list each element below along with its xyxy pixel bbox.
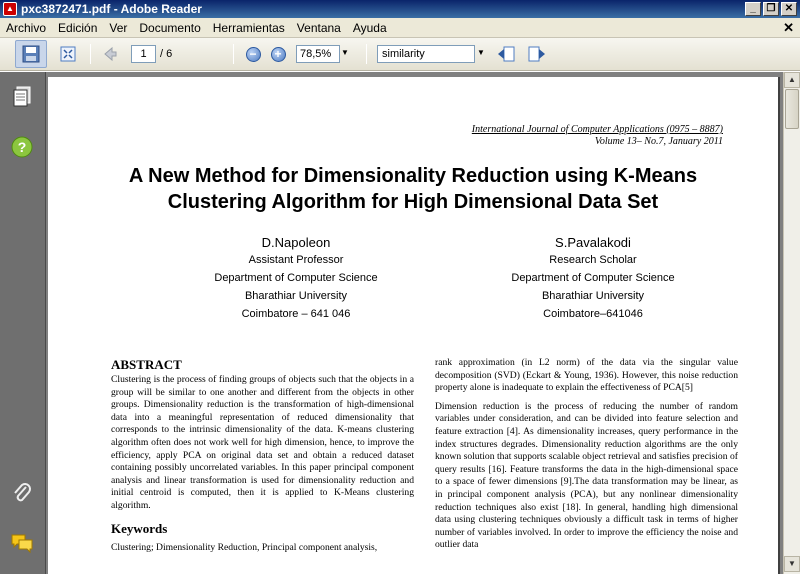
menu-ventana[interactable]: Ventana <box>296 20 341 35</box>
vertical-scrollbar[interactable] <box>783 72 800 574</box>
menu-herramientas[interactable]: Herramientas <box>212 20 285 35</box>
paperclip-icon <box>12 482 32 504</box>
comments-button[interactable] <box>9 530 35 556</box>
author-univ: Bharathiar University <box>541 290 645 302</box>
window-title: pxc3872471.pdf - Adobe Reader <box>21 2 202 16</box>
keywords-heading: Keywords <box>111 520 168 536</box>
maximize-button[interactable]: ❐ <box>763 2 779 16</box>
menu-documento[interactable]: Documento <box>139 20 201 35</box>
left-column <box>111 357 414 560</box>
menu-edicion[interactable]: Edición <box>58 20 98 35</box>
paper-title: A New Method for Dimensionality Reduction using K-Means Clustering Algorithm for High Dimensional Data Set <box>128 165 698 213</box>
author-dept: Department of Computer Science <box>214 272 378 284</box>
fit-page-icon <box>59 45 77 63</box>
comments-icon <box>10 532 34 554</box>
pages-icon <box>12 86 32 108</box>
scrollbar-thumb[interactable] <box>785 89 799 129</box>
minus-icon: − <box>246 47 261 62</box>
arrow-left-icon <box>102 46 118 62</box>
menu-archivo[interactable]: Archivo <box>6 20 47 35</box>
zoom-level-input[interactable]: 78,5% <box>296 45 340 63</box>
body-paragraph: Dimension reduction is the process of reducing the number of random variables under consideration, and can be divided into feature selection and feature extraction [4]. As dimensionality increases, query performance in the index structures degrades. Dimensionality reduction algorithms are the only known solution that supports scalable object retrieval and satisfies precision of query results [16]. Feature transforms the data in the high-dimensional space to a space of fewer dimensions [9].The data transformation may be linear, as in principal component analysis (PCA), but any nonlinear dimensionality reduction techniques also exist [18]. In general, handling high dimensional data using clustering techniques obviously a difficult task in terms of higher number of variables involved. In order to improve the efficiency the noise and outlier data <box>435 400 738 551</box>
author-dept: Department of Computer Science <box>511 272 675 284</box>
svg-text:?: ? <box>17 139 27 155</box>
journal-name: International Journal of Computer Applications (0975 – 8887) <box>471 124 723 135</box>
author-univ: Bharathiar University <box>244 290 348 302</box>
search-input[interactable]: similarity <box>377 45 475 63</box>
page-number-input[interactable]: 1 <box>131 45 156 63</box>
author-name: S.Pavalakodi <box>555 235 631 250</box>
fit-page-button[interactable] <box>56 43 80 65</box>
abstract-heading: ABSTRACT <box>111 357 182 372</box>
scroll-up-icon[interactable]: ▲ <box>784 72 800 88</box>
document-view[interactable] <box>46 72 783 574</box>
scroll-down-icon[interactable]: ▼ <box>784 556 800 572</box>
save-icon <box>21 44 41 64</box>
find-next-button[interactable] <box>526 43 548 65</box>
close-button[interactable]: ✕ <box>781 2 797 16</box>
window-title-bar <box>0 0 800 18</box>
author-city: Coimbatore – 641 046 <box>241 308 351 320</box>
keywords-text: Clustering; Dimensionality Reduction, Principal component analysis, <box>111 541 378 553</box>
plus-icon: + <box>271 47 286 62</box>
journal-volume: Volume 13– No.7, January 2011 <box>594 136 723 147</box>
search-dropdown-chevron-icon[interactable]: ▼ <box>477 48 485 57</box>
toolbar <box>0 38 800 71</box>
document-close-button[interactable]: ✕ <box>783 20 794 35</box>
menu-bar <box>0 18 800 38</box>
abstract-text: Clustering is the process of finding groups of objects such that the objects in a group will be similar to one another and different from the objects in other groups. Dimensionality reduction is the transformation of high-dimensional data into a meaningful representation of reduced dimensionality that corresponds to the intrinsic dimensionality of the data. K-means clustering algorithm often does not work well for high dimension, hence, to improve the efficiency, apply PCA on original data set and obtain a reduced dataset containing possibly uncorrelated variables. In this paper principal component analysis and linear transformation is used for dimensionality reduction and initial centroid is computed, then it is applied to K-Means clustering algorithm. <box>111 374 414 511</box>
pdf-page <box>48 77 780 574</box>
author-role: Research Scholar <box>549 254 637 266</box>
author-role: Assistant Professor <box>248 254 344 266</box>
menu-ayuda[interactable]: Ayuda <box>352 20 387 35</box>
journal-header <box>472 124 723 148</box>
minimize-button[interactable]: _ <box>745 2 761 16</box>
previous-page-button[interactable] <box>99 43 121 65</box>
navigation-panel <box>0 72 46 574</box>
body-paragraph: rank approximation (in L2 norm) of the data via the singular value decomposition (SVD) (Eckart & Young, 1936). However, this noise reduction property alone is inadequate to explain the effectiveness of PCA[5] <box>435 357 738 394</box>
zoom-out-button[interactable] <box>244 43 262 65</box>
zoom-in-button[interactable] <box>269 43 287 65</box>
menu-ver[interactable]: Ver <box>109 20 128 35</box>
right-column <box>435 357 738 558</box>
attachments-button[interactable] <box>9 480 35 506</box>
find-previous-button[interactable] <box>495 43 517 65</box>
find-next-icon <box>527 45 547 63</box>
save-button[interactable] <box>15 40 47 68</box>
page-total: / 6 <box>160 48 173 60</box>
author-block <box>478 235 708 323</box>
author-name: D.Napoleon <box>261 235 331 250</box>
author-block <box>181 235 411 323</box>
author-city: Coimbatore–641046 <box>543 308 643 320</box>
find-previous-icon <box>496 45 516 63</box>
help-icon <box>11 136 33 158</box>
pdf-icon: ▲ <box>3 2 17 16</box>
zoom-dropdown-chevron-icon[interactable]: ▼ <box>341 48 349 57</box>
help-button[interactable] <box>9 134 35 160</box>
pages-panel-button[interactable] <box>9 84 35 110</box>
